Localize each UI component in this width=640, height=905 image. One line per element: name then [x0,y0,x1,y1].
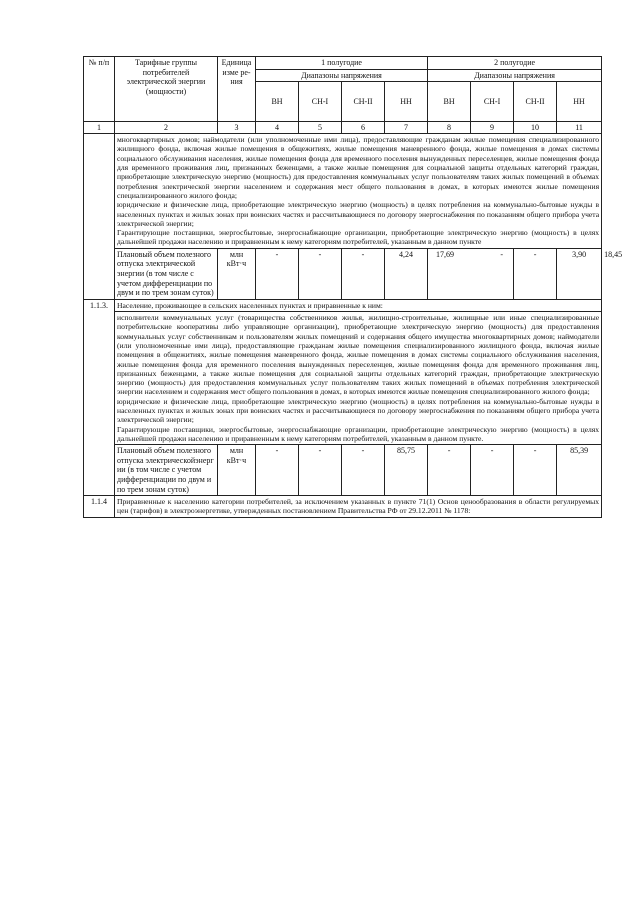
block1-paragraph-3: Гарантирующие поставщики, энергосбытовые, энергоснабжающие организации, приобретающие электрическую энергию (мощность) в целях дальнейшей продажи населению и приравненным к нему категориям потребителей, указанным в данном пункте [117,228,600,247]
index-cell: 7 [385,122,428,134]
voltage-cell: СН-I [299,82,342,122]
header-num: № п/п [84,57,115,122]
block2-value: - [514,445,557,496]
tariff-table-page [83,56,623,518]
block2-description [115,312,602,445]
tariff-table [83,56,623,518]
block2-values-row [84,445,602,496]
block1-value [428,248,514,299]
index-cell: 2 [115,122,218,134]
block1-paragraph-2: юридические и физические лица, приобретающие электрическую энергию (мощность) в целях потребления на коммунально-бытовые нужды в населенных пунктах и жилых зонах при воинских частях и рассчитывающиеся по договору энергоснабжения по показаниям общего прибора учета электрической энергии; [117,200,600,228]
header-range-1: Диапазоны напряжения [256,69,428,82]
block1-num [84,134,115,300]
block1-unit: млн кВт·ч [218,248,256,299]
header-half2: 2 полугодие [428,57,602,70]
block2-title-row [84,299,602,311]
block1-value: - [342,248,385,299]
index-row [84,122,602,134]
header-half1: 1 полугодие [256,57,428,70]
block2-unit: млн кВт·ч [218,445,256,496]
block1-value: - [256,248,299,299]
block1-text-row [84,134,602,249]
block1-values-row: Плановый объем полезного отпуска электрической энергии (в том числе с учетом дифференциации по двум и по трем зонам суток) млн кВт·ч - - - 4,24 17,69 - - 3,90 18,45 [84,248,602,299]
block2-text-row [84,312,602,445]
index-cell: 5 [299,122,342,134]
header-tariff-group: Тарифные группы потребителей электрической энергии (мощности) [115,57,218,122]
block1-paragraph-1: многоквартирных домов; наймодатели (или уполномоченные ими лица), предоставляющие гражданам жилые помещения специализированного жилищного фонда, включая жилые помещения в общежитиях, жилые помещения маневренного фонда, жилые помещения в домах системы социального обслуживания населения, жилые помещения фонда для временного поселения вынужденных переселенцев, жилые помещения фонда для временного проживания лиц, признанных беженцами, а также жилые помещения для социальной защиты отдельных категорий граждан, приобретающие электрическую энергию (мощность) для предоставления коммунальных услуг пользователям таких жилых помещений в объемах потребления электрической энергии населением и содержания мест общего пользования в домах, в которых имеются жилые помещения специализированного жилого фонда; [117,135,600,200]
block2-value: 85,39 [557,445,602,496]
block3-text: Приравненные к населению категории потребителей, за исключением указанных в пункте 71(1) Основ ценообразования в области регулируемых цен (тарифов) в электроэнергетике, утвержденных постановлением Правительства РФ от 29.12.2011 № 1178: [115,496,602,518]
block2-title: Население, проживающее в сельских населенных пунктах и приравненные к ним: [115,299,602,311]
index-cell: 10 [514,122,557,134]
block3-num: 1.1.4 [84,496,115,518]
index-cell: 11 [557,122,602,134]
voltage-cell: СН-II [514,82,557,122]
voltage-cell: ВН [256,82,299,122]
block1-value: 17,69 [436,249,455,259]
block2-paragraph-2: юридические и физические лица, приобретающие электрическую энергию (мощность) в целях потребления на коммунально-бытовые нужды в населенных пунктах и жилых зонах при воинских частях и рассчитывающиеся по договору энергоснабжения по показаниям общего прибора учета электрической энергии; [117,396,600,425]
block2-value: 85,75 [385,445,428,496]
index-cell: 8 [428,122,471,134]
block2-paragraph-1: исполнители коммунальных услуг (товарищества собственников жилья, жилищно-строительные, жилищные или иные специализированные потребительские кооперативы либо управляющие организации), приобретающие электрическую энергию (мощность) для предоставления коммунальных услуг собственникам и пользователям жилых помещений и содержания общего имущества многоквартирных домов; наймодатели (или уполномоченные ими лица), предоставляющие гражданам жилые помещения специализированного жилищного фонда, включая жилые помещения в общежитиях, жилые помещения маневренного фонда, жилые помещения в домах системы социального обслуживания населения, жилые помещения фонда для временного поселения вынужденных переселенцев, жилые помещения фонда для временного проживания лиц, признанных беженцами, а также жилые помещения для социальной защиты отдельных категорий граждан, приобретающие электрическую энергию (мощность) для предоставления коммунальных услуг пользователям таких жилых помещений в объемах потребления электрической энергии населением и содержания мест общего пользования в домах, в которых имеются жилые помещения специализированного жилого фонда; [117,313,600,397]
block2-value: - [256,445,299,496]
index-cell: 1 [84,122,115,134]
header-range-2: Диапазоны напряжения [428,69,602,82]
header-unit: Единица изме ре-ния [218,57,256,122]
voltage-cell: НН [557,82,602,122]
block2-num: 1.1.3. [84,299,115,495]
block1-description [115,134,602,249]
block2-plan-label: Плановый объем полезного отпуска электрическойэнерг ии (в том числе с учетом дифференциации по двум и по трем зонам суток) [115,445,218,496]
voltage-cell: СН-II [342,82,385,122]
voltage-cell: ВН [428,82,471,122]
index-cell: 4 [256,122,299,134]
header-row-1 [84,57,602,70]
voltage-cell: СН-I [471,82,514,122]
block1-value: 3,90 [557,248,602,299]
index-cell: 6 [342,122,385,134]
block1-value: 4,24 [385,248,428,299]
block1-value: - [514,248,557,299]
index-cell: 3 [218,122,256,134]
block1-plan-label: Плановый объем полезного отпуска электрической энергии (в том числе с учетом дифференциации по двум и по трем зонам суток) [115,248,218,299]
block1-value: - [500,249,504,259]
block2-value: - [471,445,514,496]
block2-value: - [342,445,385,496]
block3-row [84,496,602,518]
index-cell: 9 [471,122,514,134]
block2-paragraph-3: Гарантирующие поставщики, энергосбытовые, энергоснабжающие организации, приобретающие электрическую энергию (мощность) в целях дальнейшей продажи населению и приравненным к нему категориям потребителей, указанным в данном пункте. [117,424,600,443]
block2-value: - [428,445,471,496]
block2-value: - [299,445,342,496]
voltage-cell: НН [385,82,428,122]
block1-value: - [299,248,342,299]
